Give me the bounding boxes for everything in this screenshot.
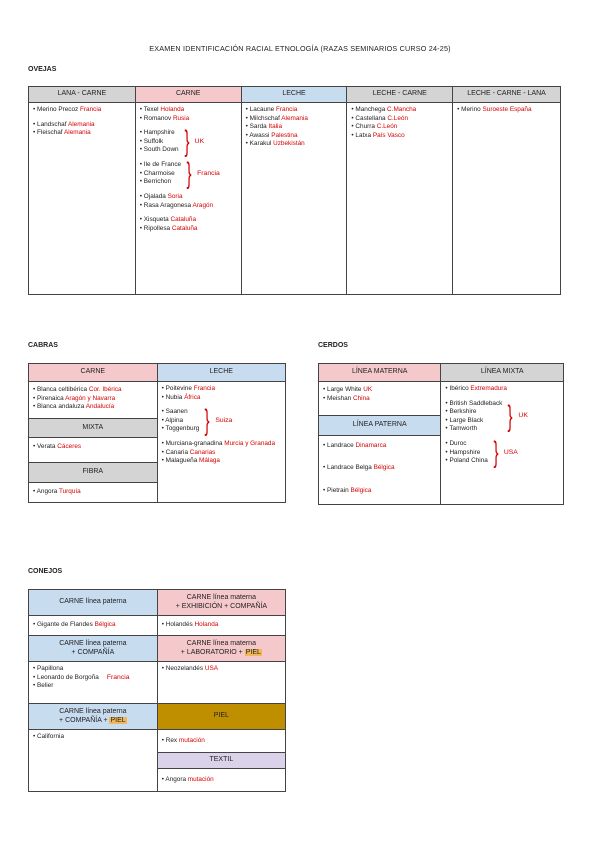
group-label: USA [503,448,518,456]
cerdos-header-paterna: LÍNEA PATERNA [319,415,440,436]
list-item: • Sarda Italia [245,123,283,131]
list-item: • Alpina [161,416,184,424]
list-item: • Angora Turquía [33,487,81,495]
cabras-left-column [29,382,158,503]
cabras-table [28,363,286,503]
conejos-header-carne-materna-exhibicion [157,590,285,616]
list-item: • Ile de France [139,161,182,169]
list-item: • Gigante de Flandes Bélgica [33,621,116,629]
conejos-cell-1 [29,616,158,636]
highlight-text: PIEL [245,648,261,656]
ovejas-leche-carne-lana-cell [453,103,561,295]
list-item: • Leonardo de Borgoña [33,673,99,681]
list-item: • Latxa País Vasco [351,131,405,139]
list-item: • Churra C.León [351,123,398,131]
list-item: • Awassi Palestina [245,131,298,139]
group-label: Suiza [215,416,233,424]
list-item: • Poland China [445,457,488,465]
list-item: • Texel Holanda [139,106,185,113]
group-suiza [161,404,281,438]
list-item: • Canaria Canarias [161,448,216,456]
cerdos-mixta-cell [441,382,564,505]
brace-icon: } [184,125,190,159]
list-item: • Milchschaf Alemania [245,114,308,122]
cabras-header-mixta: MIXTA [29,418,157,439]
conejos-table [28,589,286,792]
conejos-header-textil: TEXTIL [157,753,285,769]
list-item: • Pietrain Bélgica [323,486,372,494]
list-item: • Lacaune Francia [245,106,298,113]
ovejas-header-leche: LECHE [241,87,347,103]
brace-icon: } [186,157,192,191]
header-text: CARNE línea paterna [59,639,127,647]
list-item: • Landrace Dinamarca [323,441,387,449]
list-item: • Verata Cáceres [33,443,82,451]
list-item: • Large White UK [323,386,373,393]
conejos-cell-6 [157,730,285,753]
conejos-cell-4 [157,662,285,704]
cerdos-paterna-cell [319,436,440,504]
cabras-leche-cell [157,382,285,503]
group-uk [445,400,559,434]
conejos-cell-3 [29,662,158,704]
page-title: EXAMEN IDENTIFICACIÓN RACIAL ETNOLOGÍA (RAZAS SEMINARIOS CURSO 24-25) [149,44,451,53]
ovejas-leche-cell [241,103,347,295]
list-item: • Merino Precoz Francia [33,106,102,113]
list-item: • Fleischaf Alemania [33,129,91,137]
list-item: • Karakul Uzbekistán [245,140,305,148]
ovejas-header-leche-carne: LECHE - CARNE [347,87,453,103]
list-item: • Ojalada Soria [139,193,183,201]
list-item: • Suffolk [139,137,164,145]
list-item: • Toggenburg [161,425,200,433]
section-cabras-label: CABRAS [28,342,58,349]
section-conejos-label: CONEJOS [28,568,63,575]
list-item: • Hampshire [139,129,175,137]
cabras-mixta-cell [29,438,157,462]
group-label: UK [518,412,528,420]
conejos-cell-5 [29,730,158,792]
conejos-cell-7 [157,769,285,792]
list-item: • Berkshire [445,408,477,416]
header-text: CARNE línea paterna [59,707,127,715]
group-label: Francia [106,673,130,681]
header-text: CARNE línea materna [186,593,256,601]
header-text: + LABORATORIO + [180,648,243,656]
list-item: • Large Black [445,416,484,424]
list-item: • Tamworth [445,425,478,433]
ovejas-lana-carne-cell [29,103,136,295]
list-item: • Duroc [445,440,467,448]
section-cerdos-label: CERDOS [318,342,348,349]
cerdos-table [318,363,564,505]
header-text: CARNE línea materna [186,639,256,647]
conejos-header-piel: PIEL [157,704,285,730]
list-item: • Berrichon [139,178,172,186]
list-item: • Neozelandés USA [161,665,218,672]
list-item: • British Saddleback [445,399,503,407]
cabras-header-carne: CARNE [29,364,158,382]
list-item: • South Down [139,146,179,154]
list-item: • Murciana-granadina Murcia y Granada [161,440,276,448]
conejos-cell-2 [157,616,285,636]
ovejas-carne-cell [135,103,241,295]
cerdos-header-materna: LÍNEA MATERNA [319,364,441,382]
list-item: • Rasa Aragonesa Aragón [139,201,214,209]
list-item: • Holandés Holanda [161,621,219,629]
list-item: • Blanca andaluza Andalucía [33,403,115,411]
cabras-fibra-cell [29,483,157,503]
group-label: Francia [197,169,220,177]
ovejas-header-carne: CARNE [135,87,241,103]
header-text: CARNE línea paterna [59,598,127,606]
list-item: • Malagueña Málaga [161,457,220,465]
conejos-header-carne-paterna-piel [29,704,158,730]
list-item: • Manchega C.Mancha [351,106,417,113]
list-item: • Saanen [161,408,188,416]
header-text: + COMPAÑÍA [71,648,115,656]
section-ovejas-label: OVEJAS [28,66,57,73]
list-item: • Landrace Belga Bélgica [323,464,395,472]
brace-icon: } [493,435,499,469]
list-item: • Poitevine Francia [161,385,216,392]
group-label: UK [194,137,205,145]
list-item: • Castellana C.León [351,114,408,122]
cabras-header-leche: LECHE [157,364,285,382]
cerdos-left-column [319,382,441,505]
conejos-header-carne-paterna-compania [29,636,158,662]
list-item: • California [33,733,65,740]
brace-icon: } [507,399,513,433]
list-item: • Meishan China [323,394,370,402]
conejos-header-carne-paterna [29,590,158,616]
group-uk [139,125,237,159]
list-item: • Rex mutación [161,736,205,744]
ovejas-leche-carne-cell [347,103,453,295]
brace-icon: } [204,404,210,438]
list-item: • Merino Suroeste España [457,106,532,113]
list-item: • Belier [33,682,54,690]
header-text: + COMPAÑÍA + [59,716,108,724]
cabras-carne-cell [29,382,157,418]
list-item: • Romanov Rusia [139,114,190,122]
highlight-text: PIEL [110,716,126,724]
list-item: • Nubia África [161,393,201,401]
list-item: • Ripollesa Cataluña [139,224,198,232]
cabras-header-fibra: FIBRA [29,462,157,483]
list-item: • Papillona [33,665,64,672]
ovejas-header-lana-carne: LANA - CARNE [29,87,136,103]
list-item: • Landschaf Alemania [33,120,95,128]
ovejas-header-leche-carne-lana: LECHE - CARNE - LANA [453,87,561,103]
cerdos-materna-cell [319,382,440,415]
group-francia [33,665,153,691]
ovejas-table [28,86,561,295]
list-item: • Ibérico Extremadura [445,385,507,392]
list-item: • Hampshire [445,448,481,456]
list-item: • Blanca celtibérica Cor. Ibérica [33,386,122,393]
list-item: • Xisqueta Cataluña [139,216,197,224]
cerdos-header-mixta: LÍNEA MIXTA [441,364,564,382]
group-francia [139,157,237,191]
conejos-header-carne-materna-laboratorio [157,636,285,662]
list-item: • Charmoise [139,169,175,177]
header-text: + EXHIBICIÓN + COMPAÑÍA [175,602,267,610]
list-item: • Angora mutación [161,775,214,783]
group-usa [445,435,559,469]
list-item: • Pirenaica Aragón y Navarra [33,394,116,402]
